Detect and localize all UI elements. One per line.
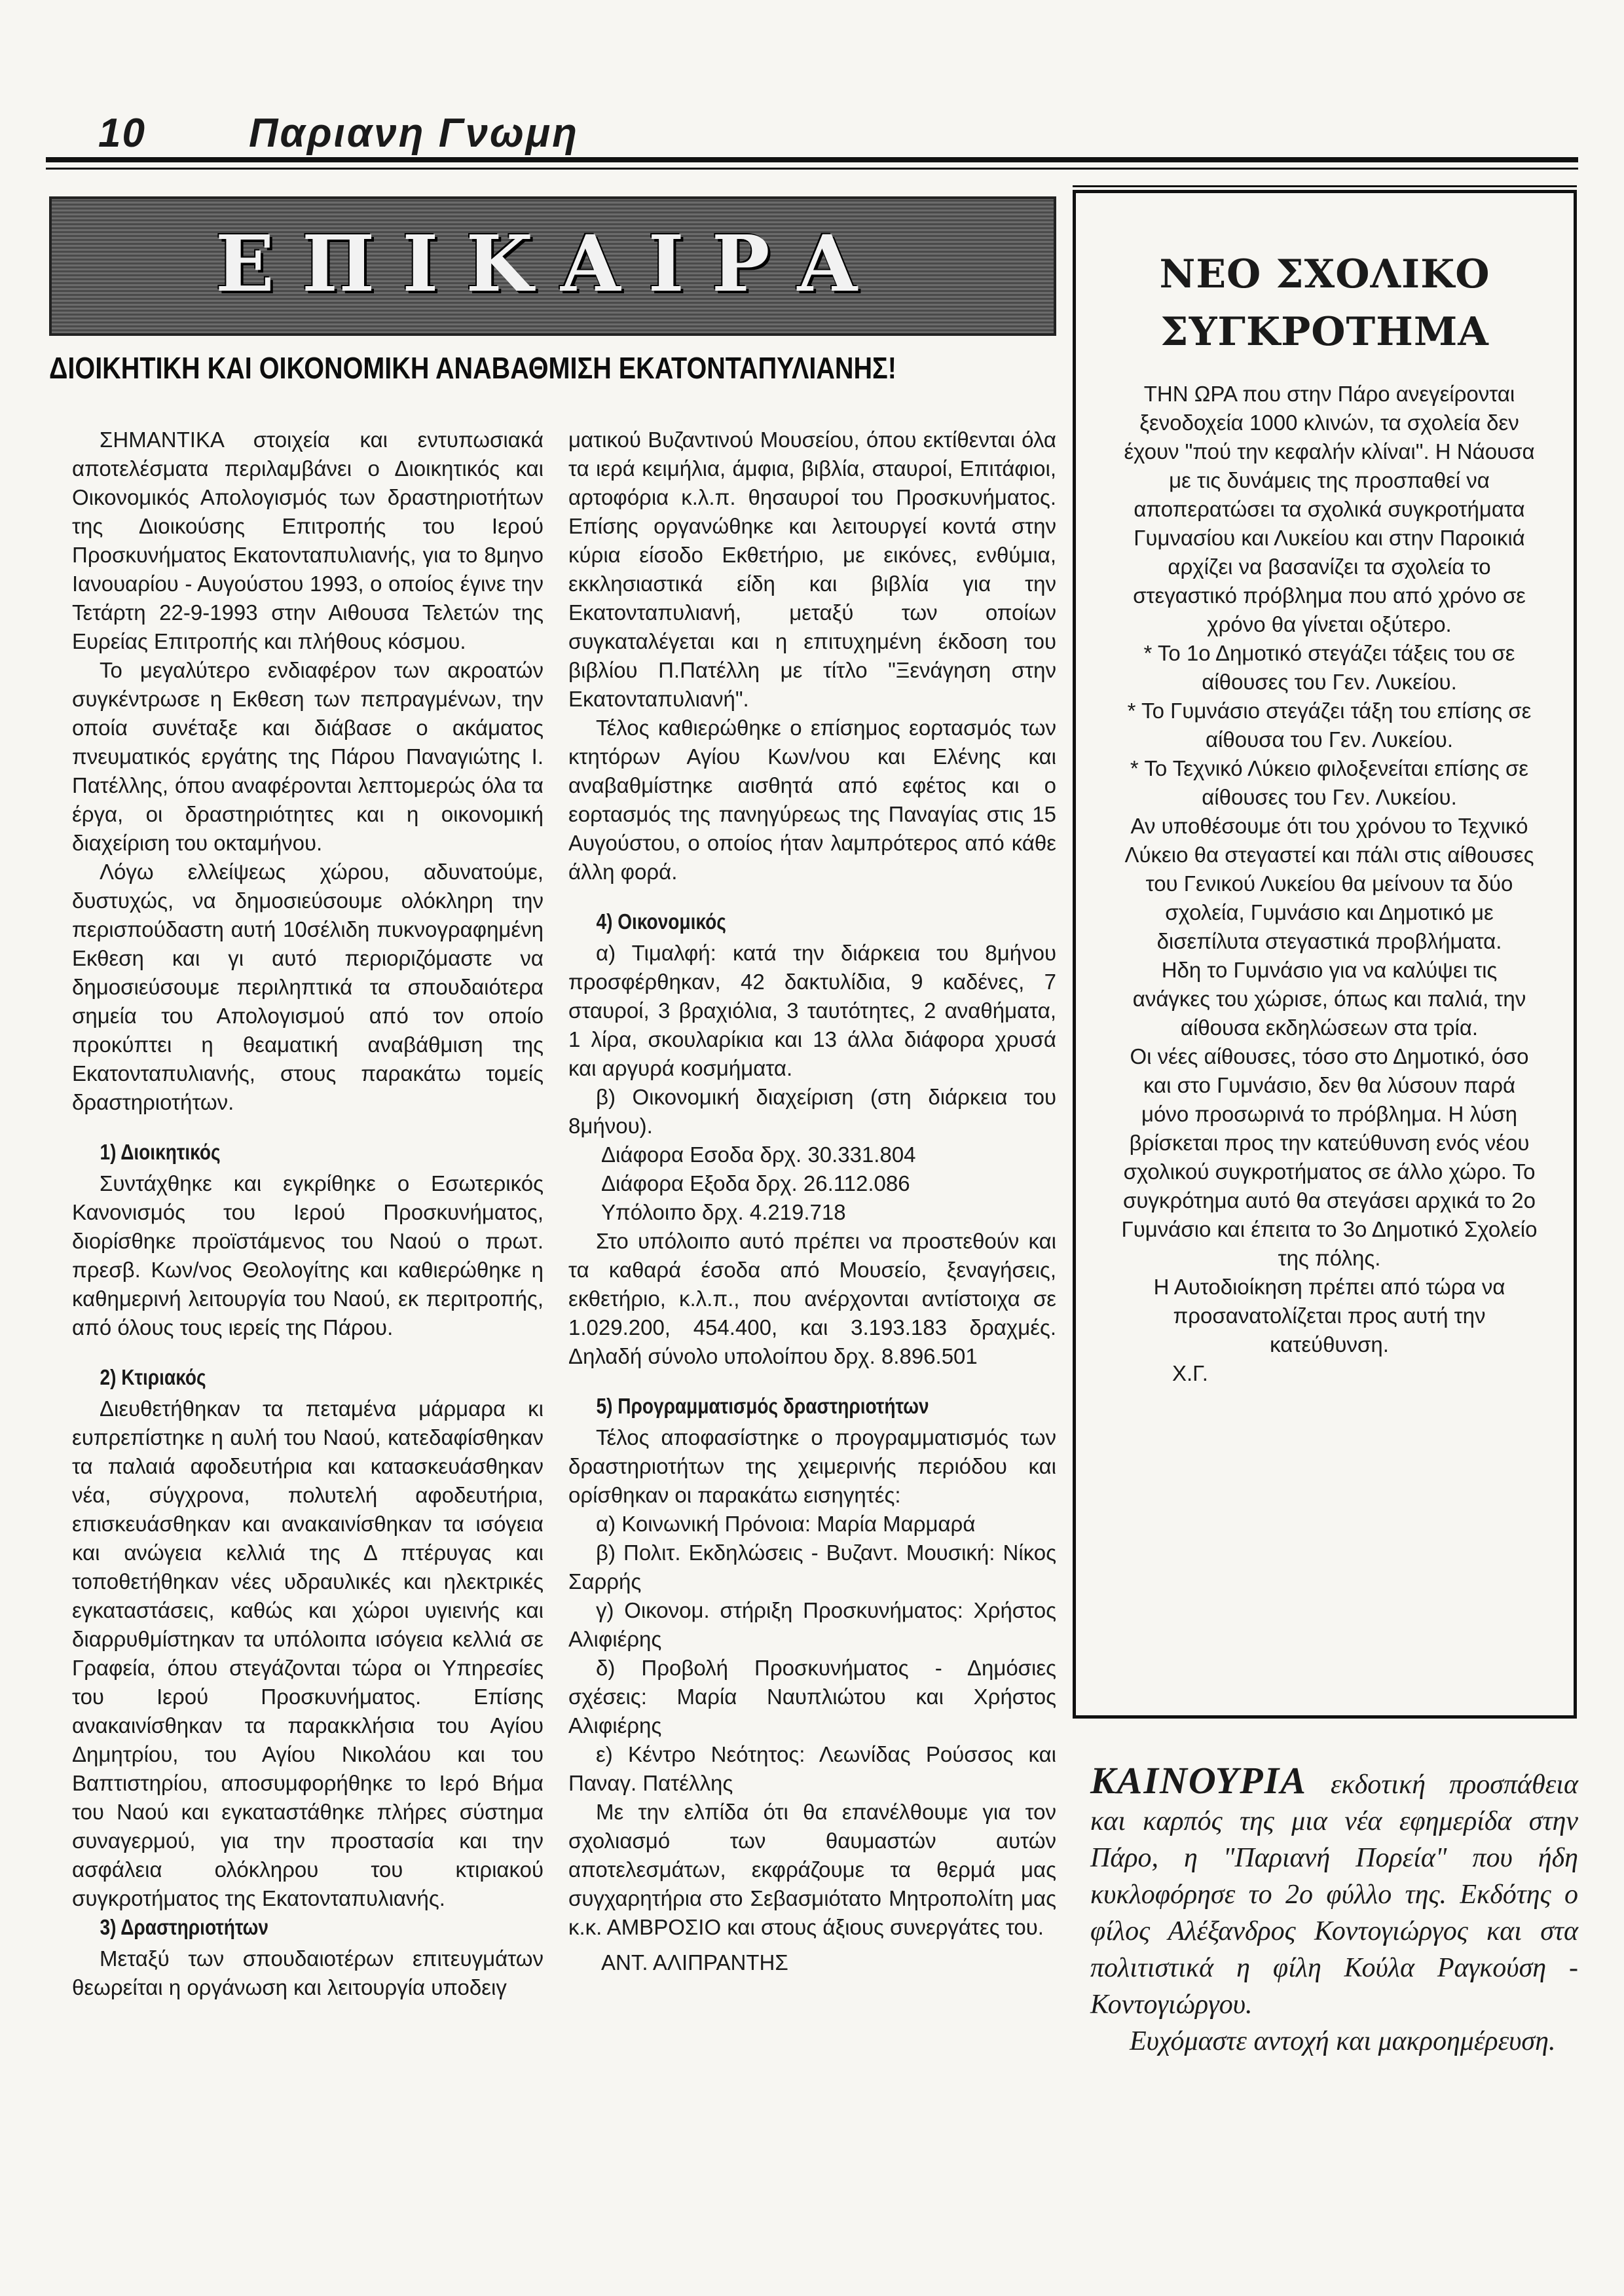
paragraph: α) Τιμαλφή: κατά την διάρκεια του 8μήνου προσφέρθηκαν, 42 δακτυλίδια, 9 καδένες, 7 σταυροί, 3 βραχιόλια, 3 ταυτότητες, 2 αναθήματα, 1 λίρα, σκουλαρίκια και 13 άλλα διάφορα χρυσά και αργυρά κοσμήματα. xyxy=(568,941,1056,1080)
paragraph: * Το 1ο Δημοτικό στεγάζει τάξεις του σε αίθουσες του Γεν. Λυκείου. xyxy=(1143,641,1515,694)
paragraph: Τέλος καθιερώθηκε ο επίσημος εορτασμός των κτητόρων Αγίου Κων/νου και Ελένης και αναβαθμίστηκε αισθητά από εφέτος και ο εορτασμός της πανηγύρεως της Παναγίας στις 15 Αυγούστου, ο οποίος ήταν λαμπρότερος από κάθε άλλη φορά. xyxy=(568,716,1056,884)
paragraph: Τέλος αποφασίστηκε ο προγραμματισμός των δραστηριοτήτων της χειμερινής περιόδου και ορίσθηκαν οι παρακάτω εισηγητές: xyxy=(568,1425,1056,1507)
sidebar-title xyxy=(1073,246,1577,361)
paragraph: Στο υπόλοιπο αυτό πρέπει να προστεθούν και τα καθαρά έσοδα από Μουσείο, ξεναγήσεις, εκθετήριο, κ.λ.π., που ανέρχονται αντίστοιχα σε 1.029.200, 454.400, και 3.193.183 δραχμές. Δηλαδή σύνολο υπολοίπου δρχ. 8.896.501 xyxy=(568,1229,1056,1368)
paragraph: Η Αυτοδιοίκηση πρέπει από τώρα να προσανατολίζεται προς αυτή την κατεύθυνση. xyxy=(1153,1275,1505,1357)
list-item: γ) Οικονομ. στήριξη Προσκυνήματος: Χρήστος Αλιφιέρης xyxy=(568,1598,1056,1651)
header-rule xyxy=(46,157,1578,162)
paragraph: Ηδη το Γυμνάσιο για να καλύψει τις ανάγκες του χώρισε, όπως και παλιά, την αίθουσα εκδηλώσεων στα τρία. xyxy=(1132,958,1526,1040)
notice-block xyxy=(1090,1759,1578,2060)
notice-text: εκδοτική προσπάθεια και καρπός της μια νέα εφημερίδα στην Πάρο, η "Παριανή Πορεία" που ήδη κυκλοφόρησε το 2ο φύλλο της. Εκδότης ο φίλος Αλέξανδρος Κοντογιώργος και στα πολιτιστικά η φίλη Κούλα Ραγκούση - Κοντογιώργου. xyxy=(1090,1770,1578,2020)
list-item: ε) Κέντρο Νεότητος: Λεωνίδας Ρούσσος και Παναγ. Πατέλλης xyxy=(568,1742,1056,1795)
paragraph: Αν υποθέσουμε ότι του χρόνου το Τεχνικό Λύκειο θα στεγαστεί και πάλι στις αίθουσες του Γενικού Λυκείου θα μείνουν τα δύο σχολεία, Γυμνάσιο και Δημοτικό με δισεπίλυτα στεγαστικά προβλήματα. xyxy=(1124,814,1534,953)
paragraph: β) Οικονομική διαχείριση (στη διάρκεια του 8μήνου). xyxy=(568,1085,1056,1138)
article-headline: ΔΙΟΙΚΗΤΙΚΗ ΚΑΙ ΟΙΚΟΝΟΜΙΚΗ ΑΝΑΒΑΘΜΙΣΗ ΕΚΑΤΟΝΤΑΠΥΛΙΑΝΗΣ! xyxy=(49,351,896,385)
subheading: 1) Διοικητικός xyxy=(100,1140,221,1164)
finance-line: Υπόλοιπο δρχ. 4.219.718 xyxy=(601,1200,846,1224)
paragraph: Συντάχθηκε και εγκρίθηκε ο Εσωτερικός Κανονισμός του Ιερού Προσκυνήματος, διορίσθηκε προϊστάμενος του Ναού ο πρωτ. πρεσβ. Κων/νος Θεολογίτης και καθιερώθηκε η καθημερινή λειτουργία του Ναού, εκ περιτροπής, από όλους τους ιερείς της Πάρου. xyxy=(72,1171,544,1339)
section-banner-title: ΕΠΙΚΑΙΡΑ xyxy=(215,218,885,309)
sidebar-title-line: ΝΕΟ ΣΧΟΛΙΚΟ xyxy=(1159,251,1490,297)
list-item: δ) Προβολή Προσκυνήματος - Δημόσιες σχέσεις: Μαρία Ναυπλιώτου και Χρήστος Αλιφιέρης xyxy=(568,1656,1056,1738)
subheading: 4) Οικονομικός xyxy=(596,909,726,934)
paragraph: * Το Γυμνάσιο στεγάζει τάξη του επίσης σε αίθουσα του Γεν. Λυκείου. xyxy=(1127,699,1532,752)
list-item: β) Πολιτ. Εκδηλώσεις - Βυζαντ. Μουσική: Νίκος Σαρρής xyxy=(568,1540,1056,1594)
paragraph: Λόγω ελλείψεως χώρου, αδυνατούμε, δυστυχώς, να δημοσιεύσουμε ολόκληρη την περισπούδαστη αυτή 10σέλιδη πυκνογραφημένη Εκθεση και γι αυτό περιοριζόμαστε να δημοσιεύσουμε περιληπτικά τα σπουδαιότερα σημεία του Απολογισμού από τον οποίο προκύπτει η θεαματική αναβάθμιση της Εκατονταπυλιανής, στους παρακάτω τομείς δραστηριοτήτων. xyxy=(72,860,544,1114)
paragraph: Το μεγαλύτερο ενδιαφέρον των ακροατών συγκέντρωσε η Εκθεση των πεπραγμένων, την οποία συνέταξε και διάβασε ο ακάματος πνευματικός εργάτης της Πάρου Παναγιώτης Ι. Πατέλλης, όπου αναφέρονται λεπτομερώς όλα τα έργα, οι δραστηριότητες και η οικονομική διαχείριση του οκταμήνου. xyxy=(72,658,544,855)
finance-line: Διάφορα Εξοδα δρχ. 26.112.086 xyxy=(601,1171,910,1195)
subheading: 3) Δραστηριοτήτων xyxy=(100,1915,268,1939)
sidebar-title-line: ΣΥΓΚΡΟΤΗΜΑ xyxy=(1160,309,1489,355)
paragraph: Με την ελπίδα ότι θα επανέλθουμε για τον σχολιασμό των θαυμαστών αυτών αποτελεσμάτων, εκφράζουμε τα θερμά μας συγχαρητήρια στο Σεβασμιότατο Μητροπολίτη μας κ.κ. ΑΜΒΡΟΣΙΟ και στους άξιους συνεργάτες του. xyxy=(568,1800,1056,1939)
article-column-2 xyxy=(568,426,1056,1977)
paragraph: Διευθετήθηκαν τα πεταμένα μάρμαρα κι ευπρεπίστηκε η αυλή του Ναού, κατεδαφίσθηκαν τα παλαιά αφοδευτήρια και κατασκευάσθηκαν νέα, σύγχρονα, πολυτελή αφοδευτήρια, επισκευάσθηκαν και ανακαινίσθηκαν τα ισόγεια και ανώγεια κελλιά της Δ πτέρυγας και τοποθετήθηκαν νέες υδραυλικές και ηλεκτρικές εγκαταστάσεις, καθώς και χώροι υγιεινής και διαρρυθμίστηκαν τα υπόλοιπα ισόγεια κελλιά σε Γραφεία, όπου στεγάζονται τώρα οι Υπηρεσίες του Ιερού Προσκυνήματος. Επίσης ανακαινίσθηκαν τα παρακκλήσια του Αγίου Δημητρίου, του Αγίου Νικολάου και του Βαπτιστηρίου, αποσυμφορήθηκε το Ιερό Βήμα του Ναού και εγκαταστάθηκε πλήρες σύστημα συναγερμού, για την προστασία και την ασφάλεια ολόκληρου του κτιριακού συγκροτήματος της Εκατονταπυλιανής. xyxy=(72,1396,544,1910)
paragraph: * Το Τεχνικό Λύκειο φιλοξενείται επίσης σε αίθουσες του Γεν. Λυκείου. xyxy=(1130,756,1529,809)
paragraph: Μεταξύ των σπουδαιοτέρων επιτευγμάτων θεωρείται η οργάνωση και λειτουργία υποδειγ xyxy=(72,1946,544,1999)
paragraph: ματικού Βυζαντινού Μουσείου, όπου εκτίθενται όλα τα ιερά κειμήλια, άμφια, βιβλία, σταυροί, Επιτάφιοι, αρτοφόρια κ.λ.π. θησαυροί του Προσκυνήματος. Επίσης οργανώθηκε και λειτουργεί κοντά στην κύρια είσοδο Εκθετήριο, με εικόνες, ενθύμια, εκκλησιαστικά είδη και βιβλία για την Εκατονταπυλιανή, μεταξύ των οποίων συγκαταλέγεται και η επιτυχημένη έκδοση του βιβλίου Π.Πατέλλη με τίτλο "Ξενάγηση στην Εκατονταπυλιανή". xyxy=(568,428,1056,711)
subheading: 5) Προγραμματισμός δραστηριοτήτων xyxy=(596,1394,929,1418)
finance-line: Διάφορα Εσοδα δρχ. 30.331.804 xyxy=(601,1142,916,1167)
subheading: 2) Κτιριακός xyxy=(100,1365,206,1389)
notice-lead: ΚΑΙΝΟΥΡΙΑ xyxy=(1090,1759,1307,1802)
paragraph: ΣΗΜΑΝΤΙΚΑ στοιχεία και εντυπωσιακά αποτελέσματα περιλαμβάνει ο Διοικητικός και Οικονομικός Απολογισμός των δραστηριοτήτων της Διοικούσης Επιτροπής του Ιερού Προσκυνήματος Εκατονταπυλιανής, για το 8μηνο Ιανουαρίου - Αυγούστου 1993, ο οποίος έγινε την Τετάρτη 22-9-1993 στην Αιθουσα Τελετών της Ευρείας Επιτροπής και πλήθους κόσμου. xyxy=(72,428,544,653)
sidebar-signature: Χ.Γ. xyxy=(1172,1361,1208,1385)
paragraph: ΤΗΝ ΩΡΑ που στην Πάρο ανεγείρονται ξενοδοχεία 1000 κλινών, τα σχολεία δεν έχουν "πού την κεφαλήν κλίναι". Η Νάουσα με τις δυνάμεις της προσπαθεί να αποπερατώσει τα σχολικά συγκροτήματα Γυμνασίου και Λυκείου και στην Παροικιά αρχίζει να βασανίζει τα σχολεία το στεγαστικό πρόβλημα που από χρόνο σε χρόνο θα γίνεται οξύτερο. xyxy=(1124,382,1535,636)
paragraph: Οι νέες αίθουσες, τόσο στο Δημοτικό, όσο και στο Γυμνάσιο, δεν θα λύσουν παρά μόνο προσωρινά το πρόβλημα. Η λύση βρίσκεται προς την κατεύθυνση ενός νέου σχολικού συγκροτήματος σε άλλο χώρο. Το συγκρότημα αυτό θα στεγάσει αρχικά το 2ο Γυμνάσιο και έπειτα το 3ο Δημοτικό Σχολείο της πόλης. xyxy=(1121,1044,1538,1270)
author-signature: ΑΝΤ. ΑΛΙΠΡΑΝΤΗΣ xyxy=(601,1950,788,1975)
sidebar-top-rule xyxy=(1073,185,1577,187)
article-column-1 xyxy=(72,426,544,2002)
publication-name: Παριανη Γνωμη xyxy=(249,111,580,156)
sidebar-body xyxy=(1120,380,1539,1388)
page-number: 10 xyxy=(98,111,146,156)
header-rule-thin xyxy=(46,168,1578,170)
notice-wish: Ευχόμαστε αντοχή και μακροημέρευση. xyxy=(1130,2026,1556,2056)
list-item: α) Κοινωνική Πρόνοια: Μαρία Μαρμαρά xyxy=(596,1512,976,1536)
